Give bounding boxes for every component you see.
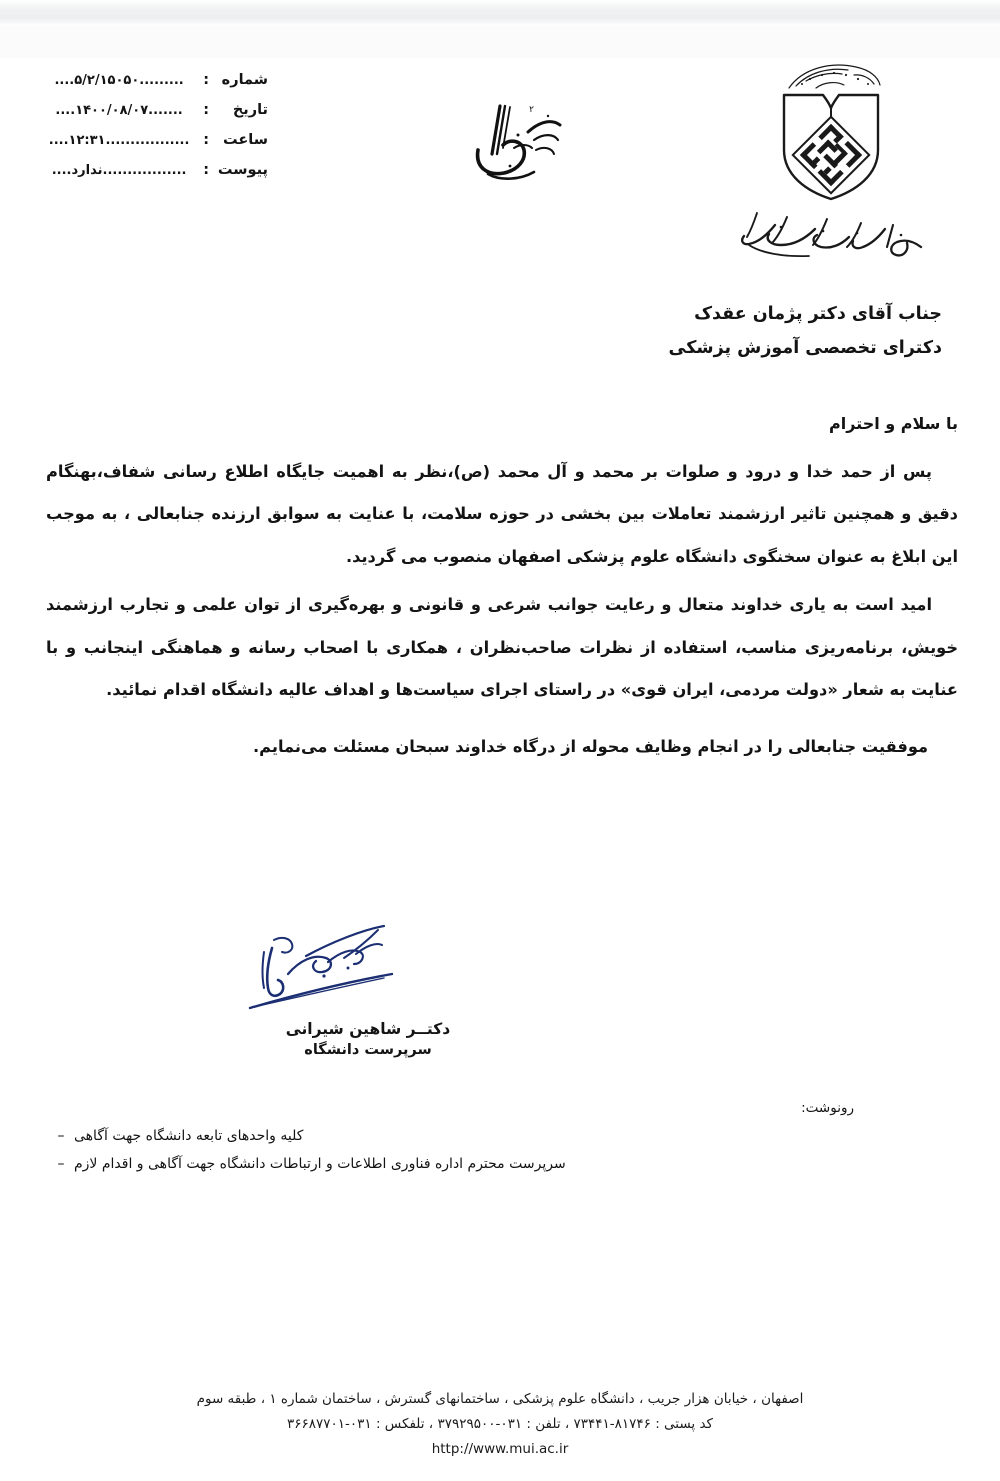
meta-value-number: ....۵/۲/۱۵۰۵۰......... (54, 73, 184, 88)
meta-value-date: ....۱۴۰۰/۰۸/۰۷....... (55, 103, 183, 118)
recipient-title: دکترای تخصصی آموزش پزشکی (668, 337, 942, 358)
meta-label-time: ساعت (223, 132, 268, 148)
body-paragraph-3: موفقیت جنابعالی را در انجام وظایف محوله از درگاه خداوند سبحان مسئلت می‌نمایم. (253, 736, 928, 756)
meta-row-attachment (38, 162, 268, 192)
university-emblem-icon (744, 55, 919, 205)
signer-name: دکتــر شاهین شیرانی (285, 1020, 451, 1038)
signer-title: سرپرست دانشگاه (304, 1042, 432, 1058)
svg-text:٢: ٢ (529, 105, 534, 115)
meta-value-time: ....۱۲:۳۱................. (48, 133, 190, 148)
para1-part2: منصوب می گردید. (345, 546, 498, 566)
meta-label-date: تاریخ (232, 102, 268, 118)
meta-row-time (38, 132, 268, 162)
meta-label-attachment: پیوست (217, 162, 268, 178)
body-paragraph-2: امید است به یاری خداوند متعال و رعایت جوانب شرعی و قانونی و بهره‌گیری از توان علمی و تجارب ارزشمند خویش، برنامه‌ریزی مناسب، استفاده از نظرات صاحب‌نظران ، همکاری با اصحاب رسانه و هماهنگی اینجانب و با عنایت به شعار «دولت مردمی، ایران قوی» در راستای اجرای سیاست‌ها و اهداف عالیه دانشگاه اقدام نمائید. (46, 595, 958, 700)
copies-item-text: سرپرست محترم اداره فناوری اطلاعات و ارتباطات دانشگاه جهت آگاهی و اقدام لازم (74, 1156, 566, 1172)
recipient-block (422, 298, 942, 365)
meta-colon-time: : (203, 132, 209, 148)
copies-list-item (48, 1156, 958, 1172)
recipient-name: جناب آقای دکتر پژمان عقدک (694, 304, 942, 324)
copies-title: رونوشت: (801, 1100, 854, 1116)
bismillah-calligraphy-icon (448, 88, 578, 193)
footer-contact: کد پستی : ۸۱۷۴۶-۷۳۴۴۱ ، تلفن : ۰۳۱-۳۷۹۲۹۵۰۰ ، تلفکس : ۰۳۱-۳۶۶۸۷۷۰۱ (287, 1416, 713, 1433)
handwritten-signature-icon (228, 918, 508, 1018)
letter-footer (0, 1387, 1000, 1463)
scan-artifact-band (0, 0, 1000, 26)
copies-list-item (48, 1128, 958, 1144)
para1-part1: پس از حمد خدا و درود و صلوات بر محمد و آل محمد (ص)،نظر به اهمیت جایگاه اطلاع رسانی شفاف،بهنگام دقیق و همچنین تاثیر ارزشمند تعاملات بین بخشی در حوزه سلامت، با عنایت به سوابق ارزنده جنابعالی ، به موجب این ابلاغ به عنوان (46, 462, 958, 566)
meta-value-attachment: ....ندارد................. (51, 163, 187, 178)
scan-artifact-band-lower (0, 26, 1000, 58)
copies-item-dash: – (57, 1128, 65, 1144)
letter-meta-block (38, 72, 268, 192)
appointment-role-emphasis: سخنگوی دانشگاه علوم پزشکی اصفهان (497, 546, 812, 566)
copies-item-text: کلیه واحدهای تابعه دانشگاه جهت آگاهی (74, 1128, 304, 1144)
meta-row-date (38, 102, 268, 132)
body-paragraph-1 (46, 451, 958, 578)
copies-block (48, 1100, 958, 1184)
letter-body (46, 414, 958, 774)
meta-row-number (38, 72, 268, 102)
footer-address: اصفهان ، خیابان هزار جریب ، دانشگاه علوم پزشکی ، ساختمانهای گسترش ، ساختمان شماره ۱ ، طبقه سوم (196, 1391, 804, 1408)
meta-colon-attachment: : (203, 162, 209, 178)
meta-colon-number: : (203, 72, 209, 88)
signature-block (228, 918, 508, 1058)
copies-item-dash: – (57, 1156, 65, 1172)
meta-colon-date: : (203, 102, 209, 118)
meta-label-number: شماره (221, 72, 268, 88)
emblem-caption (735, 195, 935, 265)
greeting-line: با سلام و احترام (829, 414, 958, 433)
footer-website-url[interactable]: http://www.mui.ac.ir (431, 1441, 569, 1458)
